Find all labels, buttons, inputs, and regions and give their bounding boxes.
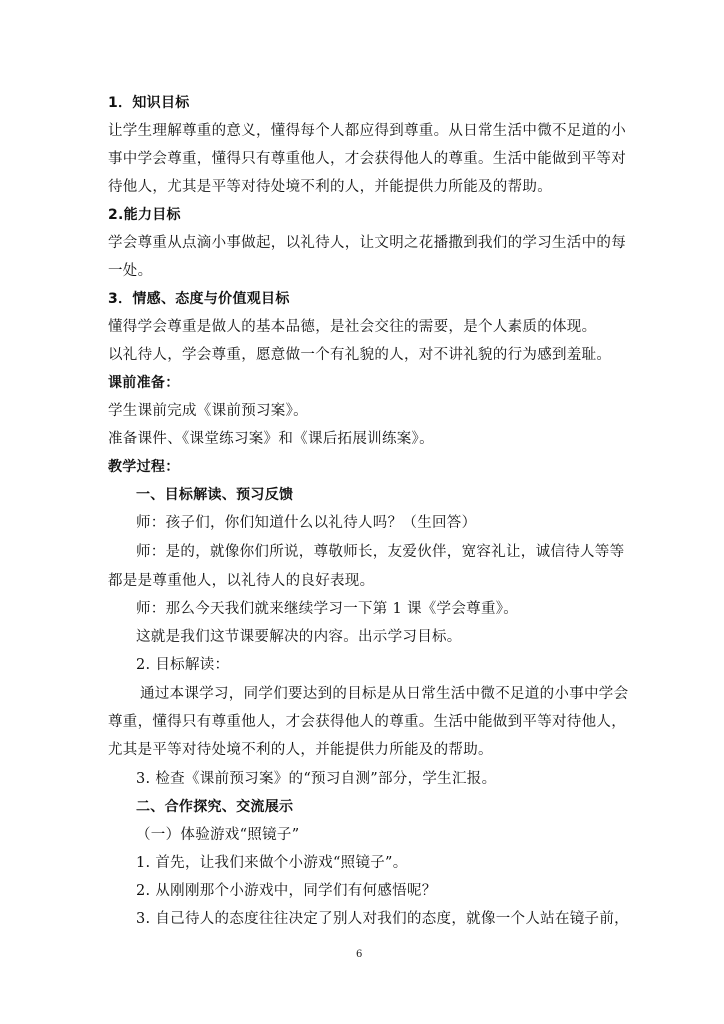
paragraph-line: 1. 首先，让我们来做个小游戏“照镜子”。 [136,855,408,871]
section-heading-emotion: 3．情感、态度与价值观目标 [108,291,290,307]
paragraph-line: 懂得学会尊重是做人的基本品德，是社会交往的需要，是个人素质的体现。 [108,319,597,335]
paragraph-line: 2. 目标解读： [136,657,230,673]
paragraph-line: 师：那么今天我们就来继续学习一下第 1 课《学会尊重》。 [136,601,519,617]
paragraph-line: 尊重，懂得只有尊重他人，才会获得他人的尊重。生活中能做到平等对待他人， [108,714,626,730]
paragraph-line: 待他人，尤其是平等对待处境不利的人，并能提供力所能及的帮助。 [108,179,552,195]
step-heading-1: 一、目标解读、预习反馈 [136,487,294,503]
paragraph-line: 通过本课学习，同学们要达到的目标是从日常生活中微不足道的小事中学会 [140,686,629,702]
section-heading-process: 教学过程： [108,459,180,475]
paragraph-line: 学会尊重从点滴小事做起，以礼待人，让文明之花播撒到我们的学习生活中的每 [108,235,626,251]
step-heading-2: 二、合作探究、交流展示 [136,799,294,815]
paragraph-line: 这就是我们这节课要解决的内容。出示学习目标。 [136,629,462,645]
paragraph-line: 2. 从刚刚那个小游戏中，同学们有何感悟呢？ [136,883,437,899]
paragraph-line: 学生课前完成《课前预习案》。 [108,403,308,419]
paragraph-line: 3. 自己待人的态度往往决定了别人对我们的态度，就像一个人站在镜子前， [136,911,629,927]
paragraph-line: 事中学会尊重，懂得只有尊重他人，才会获得他人的尊重。生活中能做到平等对 [108,151,626,167]
paragraph-line: 都是是尊重他人，以礼待人的良好表现。 [108,573,375,589]
section-heading-prep: 课前准备： [108,375,180,391]
section-heading-knowledge: 1．知识目标 [108,95,190,111]
paragraph-line: 师：孩子们，你们知道什么以礼待人吗？（生回答） [136,515,477,531]
paragraph-line: 准备课件、《课堂练习案》和《课后拓展训练案》。 [108,431,434,447]
paragraph-line: 3. 检查《课前预习案》的“预习自测”部分，学生汇报。 [136,771,497,787]
paragraph-line: 让学生理解尊重的意义，懂得每个人都应得到尊重。从日常生活中微不足道的小 [108,123,626,139]
paragraph-line: 一处。 [108,263,153,279]
paragraph-line: 尤其是平等对待处境不利的人，并能提供力所能及的帮助。 [108,742,493,758]
sub-heading: （一）体验游戏“照镜子” [136,827,300,843]
section-heading-ability: 2.能力目标 [108,207,181,223]
page-number: 6 [356,949,363,960]
paragraph-line: 以礼待人，学会尊重，愿意做一个有礼貌的人，对不讲礼貌的行为感到羞耻。 [108,347,612,363]
paragraph-line: 师：是的，就像你们所说，尊敬师长，友爱伙伴，宽容礼让，诚信待人等等 [136,544,625,560]
